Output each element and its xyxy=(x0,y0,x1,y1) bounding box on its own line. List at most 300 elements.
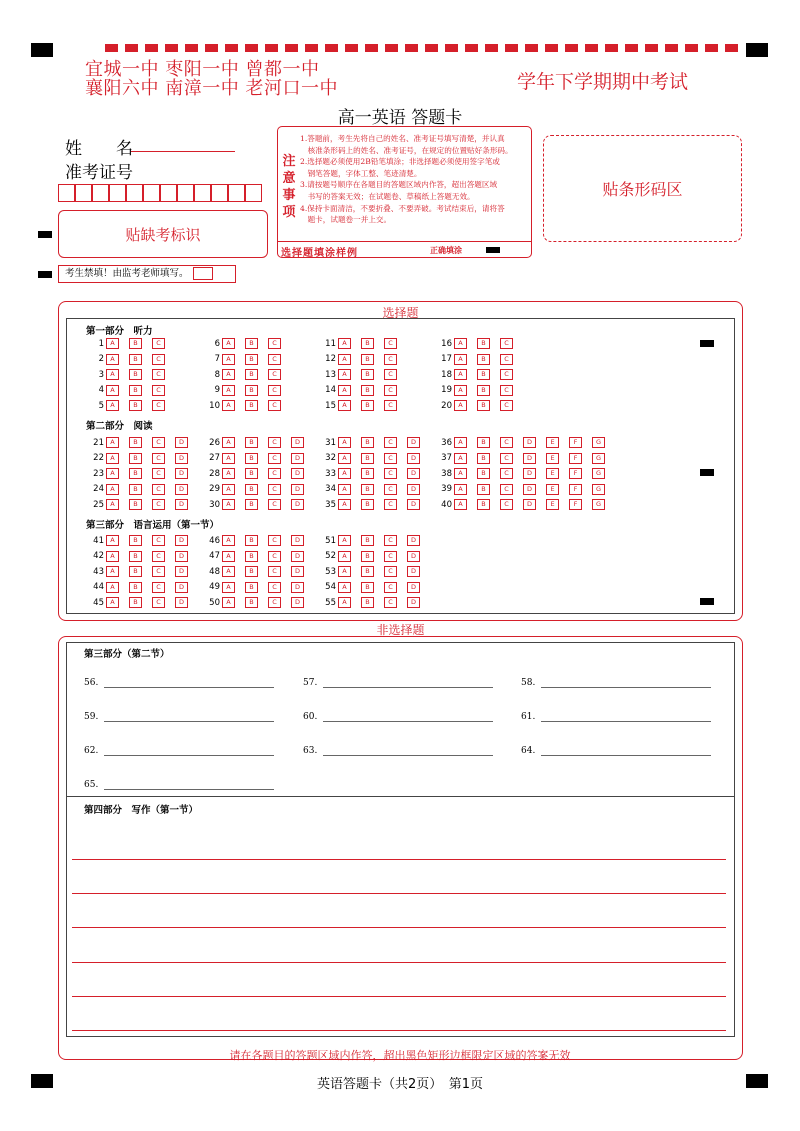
option-a-bubble[interactable]: A xyxy=(106,499,119,510)
question-number: 16 xyxy=(441,338,452,349)
option-b-bubble[interactable]: B xyxy=(129,437,142,448)
option-c-bubble[interactable]: C xyxy=(384,400,397,411)
option-d-bubble[interactable]: D xyxy=(175,437,188,448)
blank-56[interactable] xyxy=(84,677,274,688)
writing-line[interactable] xyxy=(72,962,726,963)
option-a-bubble[interactable]: A xyxy=(454,338,467,349)
blank-65[interactable] xyxy=(84,779,274,790)
option-d-bubble[interactable]: D xyxy=(175,453,188,464)
notice-line: 1.答题前，考生先将自己的姓名、准考证号填写清楚，并认真 xyxy=(300,134,505,143)
option-c-bubble[interactable]: C xyxy=(268,484,281,495)
option-c-bubble[interactable]: C xyxy=(268,354,281,365)
option-a-bubble[interactable]: A xyxy=(338,453,351,464)
option-a-bubble[interactable]: A xyxy=(454,400,467,411)
option-b-bubble[interactable]: B xyxy=(477,484,490,495)
option-b-bubble[interactable]: B xyxy=(129,597,142,608)
blank-62[interactable] xyxy=(84,745,274,756)
notice-line: 核准条形码上的姓名、准考证号，在规定的位置贴好条形码。 xyxy=(300,145,513,155)
notice-box xyxy=(277,126,532,258)
question-53 xyxy=(320,566,430,577)
option-c-bubble[interactable]: C xyxy=(268,437,281,448)
option-d-bubble[interactable]: D xyxy=(523,499,536,510)
question-51 xyxy=(320,535,430,546)
option-d-bubble[interactable]: D xyxy=(291,566,304,577)
option-c-bubble[interactable]: C xyxy=(384,582,397,593)
option-a-bubble[interactable]: A xyxy=(454,385,467,396)
id-digit-box[interactable] xyxy=(245,184,262,202)
option-c-bubble[interactable]: C xyxy=(152,354,165,365)
option-c-bubble[interactable]: C xyxy=(152,484,165,495)
option-d-bubble[interactable]: D xyxy=(175,582,188,593)
option-c-bubble[interactable]: C xyxy=(152,468,165,479)
id-digit-box[interactable] xyxy=(160,184,177,202)
option-c-bubble[interactable]: C xyxy=(384,453,397,464)
option-a-bubble[interactable]: A xyxy=(106,551,119,562)
option-c-bubble[interactable]: C xyxy=(384,468,397,479)
question-number: 33 xyxy=(325,468,336,479)
option-b-bubble[interactable]: B xyxy=(129,369,142,380)
option-c-bubble[interactable]: C xyxy=(500,400,513,411)
option-b-bubble[interactable]: B xyxy=(361,369,374,380)
option-b-bubble[interactable]: B xyxy=(245,338,258,349)
option-a-bubble[interactable]: A xyxy=(222,385,235,396)
option-e-bubble[interactable]: E xyxy=(546,468,559,479)
option-b-bubble[interactable]: B xyxy=(129,551,142,562)
option-f-bubble[interactable]: F xyxy=(569,437,582,448)
option-d-bubble[interactable]: D xyxy=(291,437,304,448)
option-b-bubble[interactable]: B xyxy=(477,453,490,464)
option-e-bubble[interactable]: E xyxy=(546,499,559,510)
option-d-bubble[interactable]: D xyxy=(175,484,188,495)
option-b-bubble[interactable]: B xyxy=(245,354,258,365)
writing-line[interactable] xyxy=(72,1030,726,1031)
option-a-bubble[interactable]: A xyxy=(338,437,351,448)
option-b-bubble[interactable]: B xyxy=(245,369,258,380)
option-b-bubble[interactable]: B xyxy=(129,453,142,464)
option-a-bubble[interactable]: A xyxy=(222,437,235,448)
option-b-bubble[interactable]: B xyxy=(129,400,142,411)
option-b-bubble[interactable]: B xyxy=(129,484,142,495)
question-number: 11 xyxy=(325,338,336,349)
writing-line[interactable] xyxy=(72,927,726,928)
option-a-bubble[interactable]: A xyxy=(338,369,351,380)
question-25 xyxy=(88,499,198,510)
option-a-bubble[interactable]: A xyxy=(338,468,351,479)
option-b-bubble[interactable]: B xyxy=(129,582,142,593)
id-digit-box[interactable] xyxy=(75,184,92,202)
option-a-bubble[interactable]: A xyxy=(222,582,235,593)
option-e-bubble[interactable]: E xyxy=(546,437,559,448)
option-a-bubble[interactable]: A xyxy=(338,400,351,411)
option-a-bubble[interactable]: A xyxy=(338,354,351,365)
question-6 xyxy=(204,338,291,349)
option-c-bubble[interactable]: C xyxy=(268,582,281,593)
option-e-bubble[interactable]: E xyxy=(546,453,559,464)
option-b-bubble[interactable]: B xyxy=(245,468,258,479)
part3b-header: 第三部分（第二节） xyxy=(84,649,170,660)
question-number: 27 xyxy=(209,453,220,463)
option-a-bubble[interactable]: A xyxy=(106,535,119,546)
option-d-bubble[interactable]: D xyxy=(175,566,188,577)
option-b-bubble[interactable]: B xyxy=(361,499,374,510)
option-a-bubble[interactable]: A xyxy=(222,400,235,411)
option-a-bubble[interactable]: A xyxy=(338,338,351,349)
option-b-bubble[interactable]: B xyxy=(245,400,258,411)
answer-line[interactable] xyxy=(104,745,274,756)
option-a-bubble[interactable]: A xyxy=(222,535,235,546)
option-d-bubble[interactable]: D xyxy=(523,468,536,479)
option-b-bubble[interactable]: B xyxy=(129,535,142,546)
option-c-bubble[interactable]: C xyxy=(152,369,165,380)
blank-59[interactable] xyxy=(84,711,274,722)
option-b-bubble[interactable]: B xyxy=(361,551,374,562)
option-a-bubble[interactable]: A xyxy=(222,484,235,495)
question-44 xyxy=(88,582,198,593)
question-number: 54 xyxy=(325,582,336,592)
option-a-bubble[interactable]: A xyxy=(338,385,351,396)
option-b-bubble[interactable]: B xyxy=(245,484,258,495)
option-b-bubble[interactable]: B xyxy=(361,400,374,411)
schools-line-1: 宜城一中 枣阳一中 曾都一中 xyxy=(85,59,320,80)
option-d-bubble[interactable]: D xyxy=(175,551,188,562)
option-a-bubble[interactable]: A xyxy=(454,354,467,365)
absent-checkbox[interactable] xyxy=(193,267,213,280)
option-g-bubble[interactable]: G xyxy=(592,453,605,464)
option-c-bubble[interactable]: C xyxy=(384,597,397,608)
option-b-bubble[interactable]: B xyxy=(361,453,374,464)
id-digit-box[interactable] xyxy=(228,184,245,202)
option-a-bubble[interactable]: A xyxy=(338,535,351,546)
name-field[interactable] xyxy=(131,151,235,152)
option-a-bubble[interactable]: A xyxy=(454,453,467,464)
writing-line[interactable] xyxy=(72,893,726,894)
option-a-bubble[interactable]: A xyxy=(222,369,235,380)
option-d-bubble[interactable]: D xyxy=(407,566,420,577)
option-b-bubble[interactable]: B xyxy=(245,566,258,577)
option-d-bubble[interactable]: D xyxy=(407,551,420,562)
option-c-bubble[interactable]: C xyxy=(152,535,165,546)
option-d-bubble[interactable]: D xyxy=(407,597,420,608)
option-c-bubble[interactable]: C xyxy=(152,499,165,510)
option-d-bubble[interactable]: D xyxy=(291,453,304,464)
option-d-bubble[interactable]: D xyxy=(291,535,304,546)
id-digit-box[interactable] xyxy=(177,184,194,202)
option-d-bubble[interactable]: D xyxy=(407,582,420,593)
option-d-bubble[interactable]: D xyxy=(175,468,188,479)
option-c-bubble[interactable]: C xyxy=(500,338,513,349)
option-c-bubble[interactable]: C xyxy=(500,369,513,380)
question-42 xyxy=(88,551,198,562)
option-a-bubble[interactable]: A xyxy=(106,453,119,464)
option-c-bubble[interactable]: C xyxy=(152,597,165,608)
option-b-bubble[interactable]: B xyxy=(361,354,374,365)
option-a-bubble[interactable]: A xyxy=(106,437,119,448)
option-a-bubble[interactable]: A xyxy=(106,338,119,349)
option-f-bubble[interactable]: F xyxy=(569,453,582,464)
option-g-bubble[interactable]: G xyxy=(592,437,605,448)
option-c-bubble[interactable]: C xyxy=(384,354,397,365)
option-a-bubble[interactable]: A xyxy=(106,400,119,411)
option-b-bubble[interactable]: B xyxy=(245,535,258,546)
option-c-bubble[interactable]: C xyxy=(152,385,165,396)
option-c-bubble[interactable]: C xyxy=(384,369,397,380)
option-a-bubble[interactable]: A xyxy=(338,582,351,593)
option-b-bubble[interactable]: B xyxy=(477,400,490,411)
option-b-bubble[interactable]: B xyxy=(129,385,142,396)
option-b-bubble[interactable]: B xyxy=(477,468,490,479)
option-f-bubble[interactable]: F xyxy=(569,468,582,479)
option-b-bubble[interactable]: B xyxy=(477,338,490,349)
question-number: 42 xyxy=(93,551,104,561)
option-d-bubble[interactable]: D xyxy=(523,437,536,448)
option-d-bubble[interactable]: D xyxy=(407,468,420,479)
option-d-bubble[interactable]: D xyxy=(291,551,304,562)
option-b-bubble[interactable]: B xyxy=(361,338,374,349)
option-a-bubble[interactable]: A xyxy=(222,453,235,464)
option-d-bubble[interactable]: D xyxy=(291,484,304,495)
option-a-bubble[interactable]: A xyxy=(338,551,351,562)
option-d-bubble[interactable]: D xyxy=(407,484,420,495)
option-c-bubble[interactable]: C xyxy=(268,535,281,546)
answer-line[interactable] xyxy=(541,745,711,756)
option-a-bubble[interactable]: A xyxy=(338,499,351,510)
notice-label: 注意事项 xyxy=(282,154,296,220)
answer-line[interactable] xyxy=(323,711,493,722)
option-a-bubble[interactable]: A xyxy=(222,354,235,365)
option-b-bubble[interactable]: B xyxy=(361,385,374,396)
notice-line: 2.选择题必须使用2B铅笔填涂；非选择题必须使用签字笔或 xyxy=(300,157,500,167)
option-b-bubble[interactable]: B xyxy=(129,354,142,365)
option-g-bubble[interactable]: G xyxy=(592,468,605,479)
option-b-bubble[interactable]: B xyxy=(361,484,374,495)
option-a-bubble[interactable]: A xyxy=(106,582,119,593)
question-number: 18 xyxy=(441,369,452,380)
option-c-bubble[interactable]: C xyxy=(152,582,165,593)
option-a-bubble[interactable]: A xyxy=(106,369,119,380)
option-b-bubble[interactable]: B xyxy=(477,385,490,396)
question-number: 10 xyxy=(209,400,220,411)
question-number: 13 xyxy=(325,369,336,380)
option-c-bubble[interactable]: C xyxy=(152,551,165,562)
question-11 xyxy=(320,338,407,349)
option-d-bubble[interactable]: D xyxy=(407,499,420,510)
question-number: 47 xyxy=(209,551,220,561)
option-c-bubble[interactable]: C xyxy=(500,468,513,479)
option-c-bubble[interactable]: C xyxy=(268,369,281,380)
option-c-bubble[interactable]: C xyxy=(152,453,165,464)
option-c-bubble[interactable]: C xyxy=(384,566,397,577)
id-number-boxes[interactable] xyxy=(58,184,262,202)
question-number: 26 xyxy=(209,437,220,448)
option-a-bubble[interactable]: A xyxy=(222,499,235,510)
id-digit-box[interactable] xyxy=(143,184,160,202)
option-d-bubble[interactable]: D xyxy=(291,468,304,479)
option-c-bubble[interactable]: C xyxy=(268,468,281,479)
timing-mark xyxy=(700,340,714,347)
option-b-bubble[interactable]: B xyxy=(361,566,374,577)
question-number: 31 xyxy=(325,437,336,448)
option-g-bubble[interactable]: G xyxy=(592,484,605,495)
option-d-bubble[interactable]: D xyxy=(175,597,188,608)
id-digit-box[interactable] xyxy=(194,184,211,202)
option-c-bubble[interactable]: C xyxy=(268,499,281,510)
barcode-sticker-area: 贴条形码区 xyxy=(543,135,742,242)
answer-line[interactable] xyxy=(104,779,274,790)
option-d-bubble[interactable]: D xyxy=(523,484,536,495)
option-d-bubble[interactable]: D xyxy=(407,437,420,448)
option-a-bubble[interactable]: A xyxy=(454,369,467,380)
question-19 xyxy=(436,385,523,396)
question-43 xyxy=(88,566,198,577)
option-d-bubble[interactable]: D xyxy=(523,453,536,464)
option-c-bubble[interactable]: C xyxy=(500,385,513,396)
id-digit-box[interactable] xyxy=(126,184,143,202)
option-a-bubble[interactable]: A xyxy=(222,338,235,349)
blank-64[interactable] xyxy=(521,745,711,756)
option-a-bubble[interactable]: A xyxy=(454,468,467,479)
option-a-bubble[interactable]: A xyxy=(106,468,119,479)
question-number: 46 xyxy=(209,535,220,546)
option-b-bubble[interactable]: B xyxy=(245,437,258,448)
id-digit-box[interactable] xyxy=(92,184,109,202)
question-number: 3 xyxy=(98,369,104,380)
question-37 xyxy=(436,453,615,464)
option-c-bubble[interactable]: C xyxy=(384,499,397,510)
option-a-bubble[interactable]: A xyxy=(338,484,351,495)
blank-57[interactable] xyxy=(303,677,493,688)
option-b-bubble[interactable]: B xyxy=(477,369,490,380)
answer-line[interactable] xyxy=(104,677,274,688)
id-digit-box[interactable] xyxy=(58,184,75,202)
option-b-bubble[interactable]: B xyxy=(245,582,258,593)
option-b-bubble[interactable]: B xyxy=(245,499,258,510)
option-b-bubble[interactable]: B xyxy=(361,582,374,593)
option-a-bubble[interactable]: A xyxy=(106,385,119,396)
option-f-bubble[interactable]: F xyxy=(569,499,582,510)
option-d-bubble[interactable]: D xyxy=(407,453,420,464)
option-b-bubble[interactable]: B xyxy=(129,338,142,349)
option-c-bubble[interactable]: C xyxy=(384,535,397,546)
option-b-bubble[interactable]: B xyxy=(361,535,374,546)
option-c-bubble[interactable]: C xyxy=(500,499,513,510)
option-d-bubble[interactable]: D xyxy=(407,535,420,546)
question-number: 23 xyxy=(93,468,104,479)
option-a-bubble[interactable]: A xyxy=(222,566,235,577)
answer-line[interactable] xyxy=(323,677,493,688)
writing-line[interactable] xyxy=(72,859,726,860)
option-b-bubble[interactable]: B xyxy=(361,468,374,479)
option-d-bubble[interactable]: D xyxy=(291,499,304,510)
option-a-bubble[interactable]: A xyxy=(106,597,119,608)
option-g-bubble[interactable]: G xyxy=(592,499,605,510)
option-c-bubble[interactable]: C xyxy=(152,566,165,577)
question-38 xyxy=(436,468,615,479)
id-digit-box[interactable] xyxy=(109,184,126,202)
question-54 xyxy=(320,582,430,593)
option-c-bubble[interactable]: C xyxy=(152,437,165,448)
option-d-bubble[interactable]: D xyxy=(175,499,188,510)
option-e-bubble[interactable]: E xyxy=(546,484,559,495)
blank-63[interactable] xyxy=(303,745,493,756)
option-c-bubble[interactable]: C xyxy=(384,437,397,448)
blank-58[interactable] xyxy=(521,677,711,688)
option-a-bubble[interactable]: A xyxy=(454,499,467,510)
answer-line[interactable] xyxy=(541,711,711,722)
correct-fill-label: 正确填涂 xyxy=(430,246,462,255)
option-b-bubble[interactable]: B xyxy=(129,468,142,479)
option-c-bubble[interactable]: C xyxy=(384,338,397,349)
option-a-bubble[interactable]: A xyxy=(338,597,351,608)
id-digit-box[interactable] xyxy=(211,184,228,202)
option-d-bubble[interactable]: D xyxy=(175,535,188,546)
option-c-bubble[interactable]: C xyxy=(268,597,281,608)
option-b-bubble[interactable]: B xyxy=(129,499,142,510)
blank-61[interactable] xyxy=(521,711,711,722)
option-c-bubble[interactable]: C xyxy=(500,354,513,365)
option-c-bubble[interactable]: C xyxy=(268,338,281,349)
notice-line: 4.保持卡面清洁，不要折叠、不要弄破。考试结束后，请将答 xyxy=(300,203,505,213)
option-f-bubble[interactable]: F xyxy=(569,484,582,495)
answer-line[interactable] xyxy=(323,745,493,756)
option-b-bubble[interactable]: B xyxy=(245,597,258,608)
writing-line[interactable] xyxy=(72,996,726,997)
option-c-bubble[interactable]: C xyxy=(500,484,513,495)
option-c-bubble[interactable]: C xyxy=(500,453,513,464)
part3-header: 第三部分 语言运用（第一节） xyxy=(86,520,220,531)
option-c-bubble[interactable]: C xyxy=(384,484,397,495)
option-c-bubble[interactable]: C xyxy=(152,338,165,349)
option-b-bubble[interactable]: B xyxy=(129,566,142,577)
answer-line[interactable] xyxy=(541,677,711,688)
option-c-bubble[interactable]: C xyxy=(268,551,281,562)
option-a-bubble[interactable]: A xyxy=(338,566,351,577)
question-27 xyxy=(204,453,314,464)
option-b-bubble[interactable]: B xyxy=(477,437,490,448)
question-number: 2 xyxy=(98,354,104,364)
option-a-bubble[interactable]: A xyxy=(222,597,235,608)
option-c-bubble[interactable]: C xyxy=(268,566,281,577)
option-c-bubble[interactable]: C xyxy=(152,400,165,411)
option-a-bubble[interactable]: A xyxy=(454,484,467,495)
option-c-bubble[interactable]: C xyxy=(384,385,397,396)
option-b-bubble[interactable]: B xyxy=(245,551,258,562)
answer-line[interactable] xyxy=(104,711,274,722)
option-b-bubble[interactable]: B xyxy=(361,437,374,448)
option-b-bubble[interactable]: B xyxy=(245,453,258,464)
option-c-bubble[interactable]: C xyxy=(268,400,281,411)
option-a-bubble[interactable]: A xyxy=(222,551,235,562)
option-b-bubble[interactable]: B xyxy=(477,499,490,510)
option-a-bubble[interactable]: A xyxy=(106,566,119,577)
option-b-bubble[interactable]: B xyxy=(361,597,374,608)
option-b-bubble[interactable]: B xyxy=(245,385,258,396)
option-a-bubble[interactable]: A xyxy=(222,468,235,479)
option-a-bubble[interactable]: A xyxy=(106,354,119,365)
option-c-bubble[interactable]: C xyxy=(268,385,281,396)
blank-60[interactable] xyxy=(303,711,493,722)
question-49 xyxy=(204,582,314,593)
option-a-bubble[interactable]: A xyxy=(106,484,119,495)
option-a-bubble[interactable]: A xyxy=(454,437,467,448)
question-15 xyxy=(320,400,407,411)
option-c-bubble[interactable]: C xyxy=(500,437,513,448)
option-c-bubble[interactable]: C xyxy=(268,453,281,464)
question-number: 39 xyxy=(441,484,452,494)
option-c-bubble[interactable]: C xyxy=(384,551,397,562)
option-d-bubble[interactable]: D xyxy=(291,597,304,608)
option-b-bubble[interactable]: B xyxy=(477,354,490,365)
option-d-bubble[interactable]: D xyxy=(291,582,304,593)
